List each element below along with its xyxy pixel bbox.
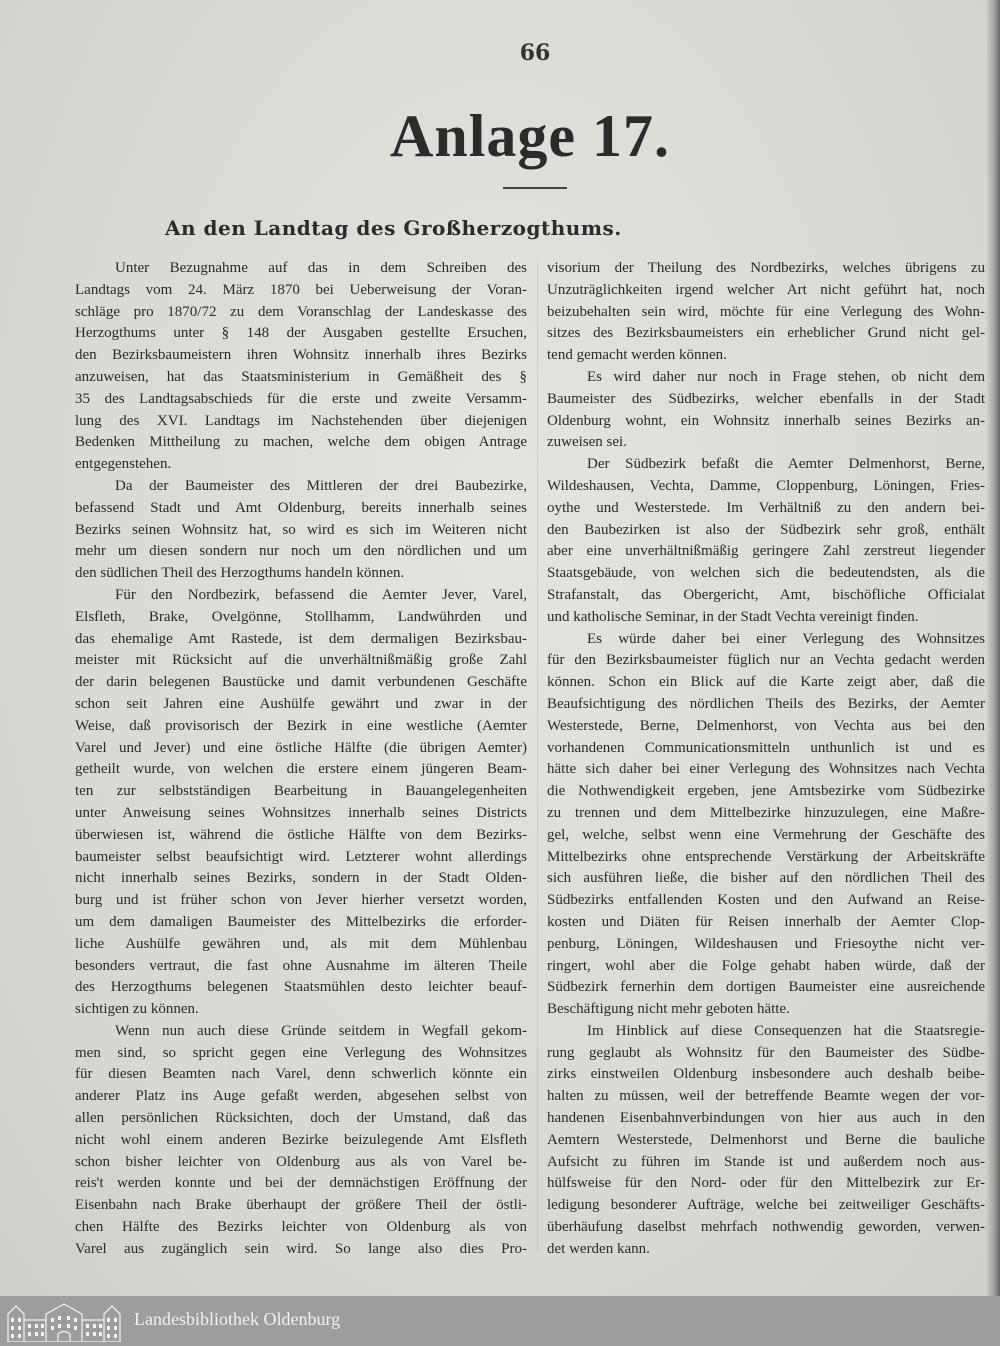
text-line: ledigung besonderer Aufträge, welche bei zeitweiliger Geschäfts- — [547, 1197, 985, 1214]
text-line: anzuweisen, hat das Staatsministerium in Gemäßheit des § — [75, 368, 527, 385]
text-line: men sind, so spricht gegen eine Verlegung des Wohnsitzes — [75, 1044, 527, 1061]
text-line: zuweisen sei. — [547, 434, 627, 451]
text-line: 35 des Landtagsabschieds für die erste und zweite Versamm- — [75, 390, 527, 407]
text-line: schläge pro 1870/72 zu dem Voranschlag der Landeskasse des — [75, 303, 527, 320]
footer-bar — [0, 1296, 1000, 1346]
text-line: nicht innerhalb seines Bezirks, sondern in der Stadt Olden- — [75, 870, 527, 887]
text-line: Elsfleth, Brake, Ovelgönne, Stollhamm, Landwührden und — [75, 608, 527, 625]
page-title: Anlage 17. — [390, 103, 670, 169]
paragraph — [547, 629, 985, 1021]
text-line: der darin belegenen Baustücke und damit verbundenen Geschäfte — [75, 674, 527, 691]
text-line: meister mit Rücksicht auf die unverhältnißmäßig große Zahl — [75, 652, 527, 669]
text-line: lung des XVI. Landtags im Nachstehenden über diejenigen — [75, 412, 527, 429]
text-line: Oldenburg wohnt, ein Wohnsitz innerhalb seines Bezirks an- — [547, 412, 985, 429]
paragraph — [75, 585, 527, 1021]
text-line: und katholische Seminar, in der Stadt Vechta vereinigt finden. — [547, 608, 919, 625]
text-line: zirks einstweilen Oldenburg insbesondere auch deshalb beibe- — [547, 1066, 985, 1083]
paragraph — [547, 258, 985, 367]
text-line: Eisenbahn nach Brake überhaupt der größere Theil der östli- — [75, 1197, 527, 1214]
text-line: um dem damaligen Baumeister des Mittelbezirks die erforder- — [75, 913, 527, 930]
text-line: baumeister selbst beaufsichtigt wird. Letzterer wohnt allerdings — [75, 848, 527, 865]
text-line: für den Bezirksbaumeister füglich nur an Vechta gedacht werden — [547, 652, 985, 669]
title-divider — [503, 187, 567, 189]
text-line: Weise, daß provisorisch der Bezirk in eine westliche (Aemter — [75, 717, 527, 734]
text-line: Baumeister des Südbezirks, welcher ebenfalls in der Stadt — [547, 390, 985, 407]
text-line: Staatsgebäude, von welchen sich die bedeutendsten, als die — [547, 565, 985, 582]
text-line: Der Südbezirk befaßt die Aemter Delmenhorst, Berne, — [587, 456, 985, 473]
text-line: des Herzogthums belegenen Staatsmühlen desto leichter beauf- — [75, 979, 527, 996]
text-column-left — [75, 258, 527, 1261]
text-line: Strafanstalt, das Obergericht, Amt, bischöfliche Officialat — [547, 586, 985, 603]
text-line: tend gemacht werden können. — [547, 347, 727, 364]
text-line: vorhandenen Communicationsmitteln unthunlich ist und es — [547, 739, 985, 756]
text-line: hülfsweise für den Nord- oder für den Mittelbezirk zur Er- — [547, 1175, 985, 1192]
text-line: befassend Stadt und Amt Oldenburg, bereits innerhalb seines — [75, 499, 527, 516]
text-line: unter Anweisung seines Wohnsitzes innerhalb seines Districts — [75, 804, 527, 821]
text-line: besonders vertraut, die fast ohne Ausnahme im älteren Theile — [75, 957, 527, 974]
text-line: anderer Platz ins Auge gefaßt werden, abgesehen selbst von — [75, 1088, 527, 1105]
text-line: beizubehalten sein wird, möchte für eine Verlegung des Wohn- — [547, 303, 985, 320]
paragraph — [547, 367, 985, 454]
text-line: Für den Nordbezirk, befassend die Aemter Jever, Varel, — [115, 586, 527, 603]
text-line: oythe und Westerstede. Im Verhältniß zu den andern bei- — [547, 499, 985, 516]
text-line: Beschäftigung nicht mehr geboten hätte. — [547, 1001, 790, 1018]
text-line: rung geglaubt als Wohnsitz für den Baumeister des Südbe- — [547, 1044, 985, 1061]
library-building-icon — [6, 1300, 122, 1342]
address-heading: An den Landtag des Großherzogthums. — [165, 216, 622, 240]
paragraph — [75, 1021, 527, 1261]
text-line: überhäufung daselbst mehrfach nothwendig geworden, verwen- — [547, 1219, 985, 1236]
page-edge-shadow — [986, 0, 1000, 1296]
text-line: ringert, wohl aber die Folge gehabt haben würde, daß der — [547, 957, 985, 974]
page-number: 66 — [519, 40, 551, 66]
text-line: Herzogthums unter § 148 der Ausgaben gestellte Ersuchen, — [75, 325, 527, 342]
text-line: Südbezirks entfallenden Kosten und den Aufwand an Reise- — [547, 892, 985, 909]
text-line: kosten und Diäten für Reisen innerhalb der Aemter Clop- — [547, 913, 985, 930]
text-line: Da der Baumeister des Mittleren der drei Baubezirke, — [115, 477, 527, 494]
text-line: Aufsicht zu führen im Stande ist und außerdem noch aus- — [547, 1153, 985, 1170]
text-line: Im Hinblick auf diese Consequenzen hat die Staatsregie- — [587, 1022, 985, 1039]
text-line: Es wird daher nur noch in Frage stehen, ob nicht dem — [587, 368, 985, 385]
text-line: ten zur selbstständigen Bearbeitung in Bauangelegenheiten — [75, 783, 527, 800]
text-line: zu trennen und dem Mittelbezirke hinzuzulegen, eine Maßre- — [547, 804, 985, 821]
column-divider — [537, 262, 538, 1252]
text-line: chen Hälfte des Bezirks leichter von Oldenburg als von — [75, 1219, 527, 1236]
text-line: Varel aus zugänglich sein wird. So lange also dies Pro- — [75, 1240, 527, 1257]
text-line: burg und ist früher schon von Jever hierher versetzt worden, — [75, 892, 527, 909]
text-line: die Nothwendigkeit ergeben, jene Amtsbezirke vom Südbezirke — [547, 783, 985, 800]
text-line: entgegenstehen. — [75, 456, 172, 473]
text-line: Beaufsichtigung des nördlichen Theils des Bezirks, der Aemter — [547, 695, 985, 712]
text-line: Unter Bezugnahme auf das in dem Schreiben des — [115, 260, 527, 276]
library-name: Landesbibliothek Oldenburg — [134, 1309, 341, 1329]
text-line: überwiesen ist, während die östliche Hälfte von dem Bezirks- — [75, 826, 527, 843]
text-line: aber eine unverhältnißmäßig geringere Zahl zerstreut liegender — [547, 543, 985, 560]
text-line: det werden kann. — [547, 1240, 650, 1257]
text-line: Bezirks seinen Wohnsitz hat, so wird es sich im Weiteren nicht — [75, 521, 527, 538]
text-line: reis't werden konnte und bei der demnächstigen Eröffnung der — [75, 1175, 527, 1192]
text-line: hätte sich daher bei einer Verlegung des Wohnsitzes nach Vechta — [547, 761, 985, 778]
text-line: gel, welche, selbst wenn eine Vermehrung der Geschäfte des — [547, 826, 985, 843]
text-line: Westerstede, Berne, Delmenhorst, von Vechta aus bei den — [547, 717, 985, 734]
paragraph — [75, 476, 527, 585]
text-line: Bedenken Mittheilung zu machen, welche dem obigen Antrage — [75, 434, 527, 451]
text-line: sichtigen zu können. — [75, 1001, 199, 1018]
text-line: Es würde daher bei einer Verlegung des Wohnsitzes — [587, 630, 985, 647]
text-line: getheilt wurde, von welchen die erstere einem jüngeren Beam- — [75, 761, 527, 778]
text-line: Varel und Jever) und eine östliche Hälfte (die übrigen Aemter) — [75, 739, 527, 756]
text-line: liche Aushülfe gewähren und, als mit dem Mühlenbau — [75, 935, 527, 952]
text-line: Unzuträglichkeiten irgend welcher Art nicht geführt hat, noch — [547, 281, 985, 298]
text-line: können. Schon ein Blick auf die Karte zeigt aber, daß die — [547, 674, 985, 691]
text-line: Mittelbezirks ohne entsprechende Verstärkung der Arbeitskräfte — [547, 848, 985, 865]
text-line: Südbezirk fernerhin dem dortigen Baumeister eine ausreichende — [547, 979, 985, 996]
text-line: allen persönlichen Rücksichten, doch der Umstand, daß das — [75, 1110, 527, 1127]
text-line: Wenn nun auch diese Gründe seitdem in Wegfall gekom- — [115, 1022, 527, 1039]
text-line: den südlichen Theil des Herzogthums handeln können. — [75, 565, 405, 582]
text-line: für diesen Beamten nach Varel, denn schwerlich könnte ein — [75, 1066, 527, 1083]
text-line: schon seit Jahren eine Aushülfe gewährt und zwar in der — [75, 695, 527, 712]
paragraph — [547, 1021, 985, 1261]
text-line: visorium der Theilung des Nordbezirks, welches übrigens zu — [547, 260, 985, 276]
text-line: nicht wohl einem anderen Bezirke beizulegende Amt Elsfleth — [75, 1131, 527, 1148]
text-line: halten zu müssen, weil der betreffende Beamte wegen der vor- — [547, 1088, 985, 1105]
text-line: schon bisher leichter von Oldenburg aus als von Varel be- — [75, 1153, 527, 1170]
text-line: Aemtern Westerstede, Delmenhorst und Berne die bauliche — [547, 1131, 985, 1148]
text-line: mehr um diesen sondern nur noch um den nördlichen und um — [75, 543, 527, 560]
text-line: handenen Eisenbahnverbindungen von hier aus auch in den — [547, 1110, 985, 1127]
text-line: sitzes des Bezirksbaumeisters ein erheblicher Grund nicht gel- — [547, 325, 985, 342]
text-line: Landtags vom 24. März 1870 bei Ueberweisung der Voran- — [75, 281, 527, 298]
paragraph — [547, 454, 985, 628]
text-line: sich ausführen ließe, die bisher auf den nördlichen Theil des — [547, 870, 985, 887]
text-line: das ehemalige Amt Rastede, ist dem dermaligen Bezirksbau- — [75, 630, 527, 647]
text-line: penburg, Löningen, Wildeshausen und Friesoythe nicht ver- — [547, 935, 985, 952]
text-column-right — [547, 258, 985, 1261]
text-line: den Bezirksbaumeistern ihren Wohnsitz innerhalb ihres Bezirks — [75, 347, 527, 364]
text-line: den Baubezirken ist also der Südbezirk sehr groß, enthält — [547, 521, 985, 538]
text-line: Wildeshausen, Vechta, Damme, Cloppenburg, Löningen, Fries- — [547, 477, 985, 494]
paragraph — [75, 258, 527, 476]
